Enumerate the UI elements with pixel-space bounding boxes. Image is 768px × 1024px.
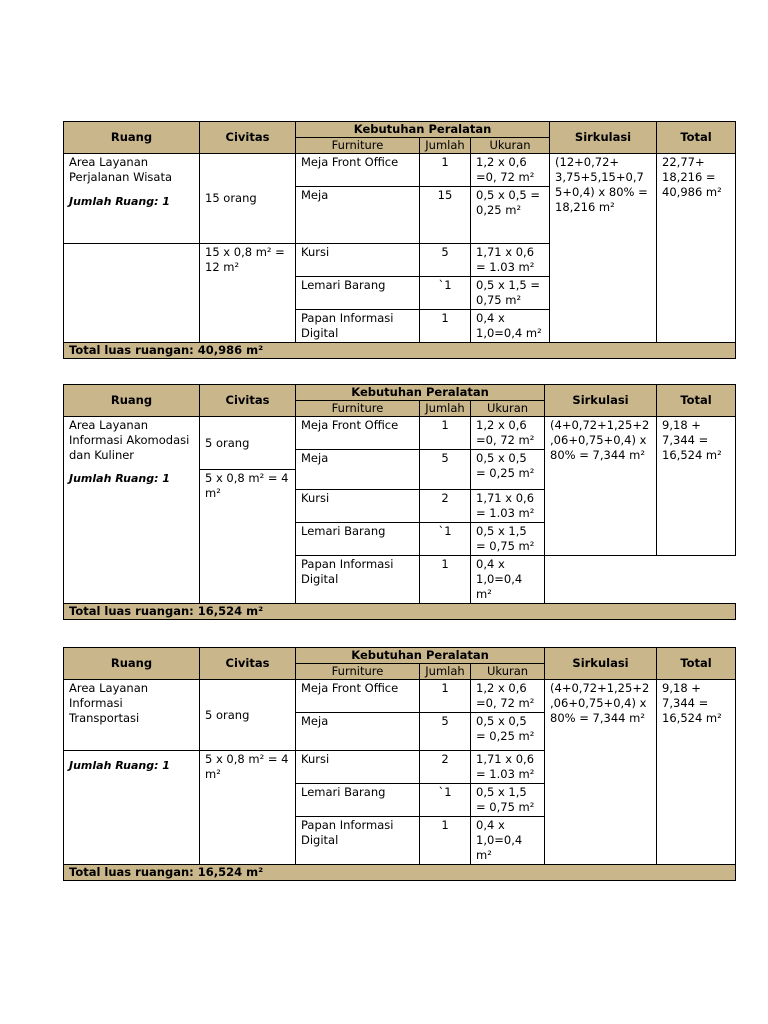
sirkulasi-value: (4+0,72+1,25+2 ,06+0,75+0,4) x 80% = 7,344 m² <box>545 417 657 556</box>
header-civitas: Civitas <box>200 648 296 680</box>
furniture-qty: 1 <box>420 556 471 604</box>
furniture-qty: 1 <box>420 310 471 343</box>
header-furniture: Furniture <box>296 664 420 680</box>
civitas-area: 5 x 0,8 m² = 4 m² <box>200 470 296 604</box>
furniture-size: 0,4 x 1,0=0,4 m² <box>471 817 545 865</box>
header-sirkulasi: Sirkulasi <box>545 385 657 417</box>
jumlah-ruang: Jumlah Ruang: 1 <box>69 759 170 772</box>
jumlah-ruang: Jumlah Ruang: 1 <box>69 471 170 485</box>
furniture-size: 0,5 x 1,5 = 0,75 m² <box>471 277 550 310</box>
furniture-qty: 2 <box>420 751 471 784</box>
header-civitas: Civitas <box>200 122 296 154</box>
furniture-size: 0,4 x 1,0=0,4 m² <box>471 310 550 343</box>
space-table-1 <box>63 121 735 359</box>
header-ruang: Ruang <box>64 122 200 154</box>
furniture-name: Kursi <box>296 751 420 784</box>
furniture-name: Meja <box>296 187 420 244</box>
furniture-qty: 1 <box>420 417 471 450</box>
sirkulasi-value: (12+0,72+ 3,75+5,15+0,7 5+0,4) x 80% = 18,216 m² <box>550 154 657 343</box>
header-kebutuhan: Kebutuhan Peralatan <box>296 648 545 664</box>
furniture-name: Kursi <box>296 244 420 277</box>
header-ruang: Ruang <box>64 648 200 680</box>
furniture-qty: 1 <box>420 154 471 187</box>
furniture-qty: 2 <box>420 490 471 523</box>
jumlah-ruang-cell <box>64 751 200 865</box>
total-luas-footer: Total luas ruangan: 16,524 m² <box>64 604 736 620</box>
furniture-name: Kursi <box>296 490 420 523</box>
furniture-qty: 1 <box>420 817 471 865</box>
furniture-name: Papan Informasi Digital <box>296 310 420 343</box>
header-kebutuhan: Kebutuhan Peralatan <box>296 122 550 138</box>
furniture-qty: `1 <box>420 523 471 556</box>
civitas-count: 5 orang <box>200 680 296 751</box>
furniture-name: Lemari Barang <box>296 523 420 556</box>
furniture-name: Meja Front Office <box>296 680 420 713</box>
furniture-qty: `1 <box>420 784 471 817</box>
furniture-name: Meja <box>296 450 420 490</box>
furniture-name: Meja Front Office <box>296 154 420 187</box>
ruang-empty-cell <box>64 244 200 343</box>
header-jumlah: Jumlah <box>420 401 471 417</box>
furniture-name: Papan Informasi Digital <box>296 817 420 865</box>
header-kebutuhan: Kebutuhan Peralatan <box>296 385 545 401</box>
ruang-name-line: Informasi Transportasi <box>69 696 140 725</box>
header-furniture: Furniture <box>296 138 420 154</box>
total-luas-footer: Total luas ruangan: 40,986 m² <box>64 343 736 359</box>
furniture-size: 1,71 x 0,6 = 1.03 m² <box>471 490 545 523</box>
header-ukuran: Ukuran <box>471 664 545 680</box>
furniture-qty: 5 <box>420 450 471 490</box>
ruang-name-line: Informasi Akomodasi <box>69 433 190 447</box>
sirkulasi-value: (4+0,72+1,25+2 ,06+0,75+0,4) x 80% = 7,344 m² <box>545 680 657 865</box>
civitas-area: 5 x 0,8 m² = 4 m² <box>200 751 296 865</box>
ruang-cell <box>64 154 200 187</box>
furniture-size: 1,2 x 0,6 =0, 72 m² <box>471 680 545 713</box>
jumlah-ruang-cell <box>64 187 200 244</box>
furniture-size: 0,5 x 1,5 = 0,75 m² <box>471 523 545 556</box>
header-furniture: Furniture <box>296 401 420 417</box>
civitas-count: 15 orang <box>200 154 296 244</box>
furniture-size: 0,5 x 0,5 = 0,25 m² <box>471 187 550 244</box>
furniture-qty: 5 <box>420 713 471 751</box>
furniture-name: Lemari Barang <box>296 277 420 310</box>
furniture-name: Lemari Barang <box>296 784 420 817</box>
header-total: Total <box>657 122 736 154</box>
ruang-name-line: Area Layanan <box>69 681 149 695</box>
header-ukuran: Ukuran <box>471 138 550 154</box>
jumlah-ruang-cell <box>64 470 200 604</box>
ruang-cell <box>64 417 200 470</box>
furniture-qty: 15 <box>420 187 471 244</box>
furniture-qty: `1 <box>420 277 471 310</box>
header-civitas: Civitas <box>200 385 296 417</box>
ruang-name-line: dan Kuliner <box>69 448 135 462</box>
furniture-size: 1,71 x 0,6 = 1.03 m² <box>471 244 550 277</box>
furniture-size: 0,5 x 1,5 = 0,75 m² <box>471 784 545 817</box>
header-sirkulasi: Sirkulasi <box>550 122 657 154</box>
header-total: Total <box>657 648 736 680</box>
total-luas-footer: Total luas ruangan: 16,524 m² <box>64 865 736 881</box>
ruang-name-line: Perjalanan Wisata <box>69 170 173 184</box>
total-value: 22,77+ 18,216 = 40,986 m² <box>657 154 736 343</box>
furniture-name: Meja Front Office <box>296 417 420 450</box>
header-jumlah: Jumlah <box>420 138 471 154</box>
header-ukuran: Ukuran <box>471 401 545 417</box>
civitas-area: 15 x 0,8 m² = 12 m² <box>200 244 296 343</box>
furniture-qty: 1 <box>420 680 471 713</box>
header-ruang: Ruang <box>64 385 200 417</box>
space-table-3 <box>63 647 735 881</box>
total-value: 9,18 + 7,344 = 16,524 m² <box>657 417 736 556</box>
space-table-2 <box>63 384 735 620</box>
ruang-cell <box>64 680 200 751</box>
ruang-name-line: Area Layanan <box>69 418 149 432</box>
header-jumlah: Jumlah <box>420 664 471 680</box>
furniture-size: 0,5 x 0,5 = 0,25 m² <box>471 713 545 751</box>
furniture-size: 1,2 x 0,6 =0, 72 m² <box>471 417 545 450</box>
furniture-size: 1,2 x 0,6 =0, 72 m² <box>471 154 550 187</box>
furniture-size: 1,71 x 0,6 = 1.03 m² <box>471 751 545 784</box>
furniture-size: 0,4 x 1,0=0,4 m² <box>471 556 545 604</box>
jumlah-ruang: Jumlah Ruang: 1 <box>69 194 170 208</box>
furniture-size: 0,5 x 0,5 = 0,25 m² <box>471 450 545 490</box>
civitas-count: 5 orang <box>200 417 296 470</box>
furniture-qty: 5 <box>420 244 471 277</box>
header-sirkulasi: Sirkulasi <box>545 648 657 680</box>
furniture-name: Papan Informasi Digital <box>296 556 420 604</box>
furniture-name: Meja <box>296 713 420 751</box>
total-value: 9,18 + 7,344 = 16,524 m² <box>657 680 736 865</box>
ruang-name-line: Area Layanan <box>69 155 149 169</box>
header-total: Total <box>657 385 736 417</box>
